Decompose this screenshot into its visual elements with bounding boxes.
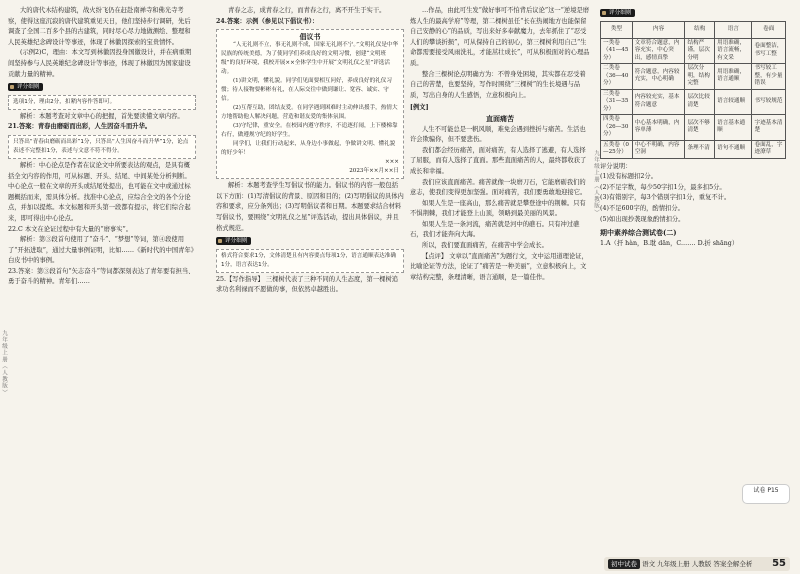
example-tag: [例文] [410, 104, 429, 112]
table-cell-paper: 卷面整洁，书写工整 [752, 38, 786, 64]
proposal-text: 同学们，让我们行动起来，从身边小事做起，争做讲文明、懂礼貌的好少年！ [221, 141, 396, 157]
page-number: 55 [772, 558, 786, 569]
table-cell-level: 一类卷（41—45分） [601, 38, 633, 64]
table-cell-structure: 层次比较清楚 [685, 89, 715, 115]
scoring-note [8, 95, 196, 110]
footer-series: 初中试卷 [608, 559, 640, 569]
scoring-note-text: 选项1分，理由2分，扣紧内容作答即可。 [13, 98, 116, 105]
table-cell-level: 三类卷（31—35分） [601, 89, 633, 115]
proposal-text: (1)讲文明，懂礼貌。同学们见面要相互问好，养成良好的礼仪习惯；待人接物要彬彬有礼，在人际交往中做到谦让、宽容、诚实、守信。 [221, 78, 392, 103]
criteria-item: (3)有错别字，每3个错别字扣1分，重复不计。 [600, 194, 731, 202]
column-4 [600, 6, 790, 546]
criteria-item: (5)如出现抄袭现象酌情扣分。 [600, 215, 685, 223]
analysis: 解析：中心论点是作者在议论文中所要表达的观点，是具有概括全文内容的作用，可从标题、开头、结尾、中间某处分析判断。中心论点一般在文章的开头或结尾处提出，也可能在文中或通过标题概括而来，需具体分析。找准中心论点，应综合全文的各个分论点，并加以提炼。本文标题和开头第一段都有提示，将它们综合起来，即可得出中心论点。 [8, 161, 191, 222]
scoring-rules-tag: 评分细则 [8, 83, 43, 91]
table-cell-language: 语言基本通顺 [715, 115, 752, 141]
proposal-box [216, 29, 404, 179]
essay-paragraph: 如果人生是一条河流，痛苦就是河中的礁石。只有冲过礁石，我们才能奔向大海。 [410, 220, 580, 239]
badge-page: P15 [767, 487, 779, 494]
paragraph: (示例2)C，理由：本文写到林徽因投身国徽设计，并在病重期间坚持参与人民英雄纪念碑设计等事迹，体现了林徽因为国家建设贡献力量的精神。 [8, 49, 192, 78]
table-cell-structure: 层次不够清楚 [685, 115, 715, 141]
scoring-rules-tag: 评分细则 [600, 9, 635, 17]
proposal-text: “人无礼则不立，事无礼则不成，国家无礼则不宁。”文明礼仪是中华民族的传统美德，为了使同学们养成良好的文明习惯，创建“文明班级”的良好环境，我校开展××全体学生中开展“文明礼仪之星”评选活动。 [221, 42, 399, 76]
scoring-note [216, 249, 404, 273]
table-header: 结构 [685, 21, 715, 38]
essay-paragraph: 所以，我们要直面痛苦，在痛苦中学会成长。 [422, 242, 548, 250]
criteria-item: (1)没有标题扣2分。 [600, 173, 658, 181]
footer-answer: 答案全解全析 [713, 560, 753, 568]
table-cell-language: 用语准确，语言通顺 [715, 64, 752, 90]
column-1 [8, 6, 196, 546]
table-cell-paper: 字迹基本清楚 [752, 115, 786, 141]
analysis: 解析：本题考查对文章中心的把握，首先要读懂文章内容。 [20, 112, 184, 120]
table-cell-level: 五类卷（0—25分） [601, 140, 633, 158]
footer-subject: 语文 [642, 560, 656, 568]
paragraph: 整合三棵树论点明确方为：不曾身处困境，其实都在忍受着自己的苦楚，也要坚持，写作时围绕“三棵树”的生长境遇与品质，写出自身的人生感悟，立意积极向上。 [410, 70, 586, 99]
column-2 [216, 6, 404, 546]
criteria-title: 评分说明： [600, 162, 632, 170]
scoring-note [8, 135, 196, 159]
essay-comment: 【点评】 文章以“直面痛苦”为题行文，文中运用道理论证，比喻论证等方法，论证了“痛苦是一种美丽”，立意积极向上，文章结构完整，条理清晰，语言通顺，是一篇佳作。 [410, 252, 588, 281]
table-header-row [601, 21, 786, 38]
question-25: 25.【写作指导】 三棵树代表了三种不同的人生态度，第一棵树追求功名利禄而不愿做的事，但依然卓越胜出。 [216, 275, 399, 294]
page-footer [0, 556, 800, 574]
table-row [601, 115, 786, 141]
table-row [601, 64, 786, 90]
proposal-sign: ××× [384, 159, 399, 166]
table-cell-content: 中心不明确，内容空洞 [632, 140, 685, 158]
table-header: 类型 [601, 21, 633, 38]
badge-label: 试卷 [753, 487, 766, 494]
left-margin-text: 九年级上册（人教版） [1, 330, 7, 396]
column-3 [410, 6, 590, 546]
paragraph: 青春之志，成青春之行，而青春之行，离不开生于实干。 [228, 7, 386, 14]
table-cell-paper: 书写较规范 [752, 89, 786, 115]
question-21: 21.答案：青春由磨砺而出彩，人生因奋斗而升华。 [8, 123, 152, 131]
footer-edition: 人教版 [691, 560, 712, 568]
table-cell-content: 符合题意，内容较充实，中心明确 [632, 64, 685, 90]
essay-paragraph: 人生不可能总是一帆风顺，难免会遇到挫折与痛苦。生活也许会欺骗你，但不要悲伤。 [410, 125, 586, 144]
table-header: 语言 [715, 21, 752, 38]
proposal-title: 倡议书 [299, 32, 321, 42]
scoring-note-text: 格式符合要求1分，文体清楚且有内容要点每项1分，语言通顺表达准确1分，语言表达1分。 [221, 252, 396, 268]
table-cell-language: 语句不通顺 [715, 140, 752, 158]
table-cell-level: 二类卷（36—40分） [601, 64, 633, 90]
analysis: 解析：第③段首句使用了“奋斗”、“梦想”等词，第④段使用了“开拓进取”，通过大量事例证明，比如……《新时代的中国青年》白皮书中的事例。 [8, 236, 194, 265]
essay-paragraph: 我们都会经历痛苦，面对痛苦，有人选择了逃避，有人选择了屈服，而有人选择了直面。那些直面痛苦的人，最终都收获了成长和幸福。 [410, 146, 587, 175]
table-cell-content: 中心基本明确，内容单薄 [632, 115, 685, 141]
table-cell-structure: 结构严谨，层次分明 [685, 38, 715, 64]
table-cell-level: 四类卷（26—30分） [601, 115, 633, 141]
table-cell-language: 语言较通顺 [715, 89, 752, 115]
table-cell-content: 内容较充实，基本符合题意 [632, 89, 685, 115]
footer-grade: 九年级上册 [657, 560, 690, 568]
question-1: 1.A（扞 hàn，B.耽 dān，C.…… D.折 shāng） [600, 239, 739, 247]
paragraph: 大的唐代木结构建筑，战火纷飞仍在赶赴南禅寺和佛光寺考察，使得这座沉寂的唐代建筑重见天日，他们坚持步行调研，先后调查了全国二百多个县的古建筑，同时尽心尽力地做测绘、整理和人民英雄纪念碑设计等事迹，体现了林徽因探索的宝贵情怀。 [8, 7, 191, 46]
page-badge [742, 484, 790, 504]
table-row [601, 140, 786, 158]
question-22: 22.C 本文在论证过程中有大量的“磨事实”。 [8, 225, 133, 233]
question-24: 24.答案：示例（参见以下倡议书）： [216, 17, 319, 25]
table-cell-content: 文章符合题意，内容充实，中心突出，感情真挚 [632, 38, 685, 64]
essay-paragraph: 我们应该直面痛苦。痛苦就像一块磨刀石，它能磨砺我们的意志，使我们变得更加坚强。面对痛苦，我们要勇敢地迎接它。 [410, 178, 587, 197]
table-cell-language: 用语准确，语言流畅，有文采 [715, 38, 752, 64]
table-row [601, 89, 786, 115]
table-cell-structure: 层次分明，结构完整 [685, 64, 715, 90]
proposal-text: (3)守纪律，重安全。在校园内遵守秩序，不追逐打闹，上下楼梯靠右行，做遵规守纪的好学生。 [221, 123, 398, 139]
proposal-text: (2)互帮互助，团结友爱。在同学遇到困难时主动伸出援手，热情大方地帮助他人解决问题，营造和谐友爱的集体氛围。 [221, 105, 398, 121]
question-23: 23.答案：第③段首句“矢志奋斗”等词都深刻表达了青年要有担当、勇于奋斗的精神。青年们…… [8, 267, 195, 286]
table-header: 卷面 [752, 21, 786, 38]
table-cell-paper: 卷面乱，字迹潦草 [752, 140, 786, 158]
table-header: 内容 [632, 21, 685, 38]
table-row [601, 38, 786, 64]
analysis: 解析：本题考查学生写倡议书的能力。倡议书的内容一般包括以下方面：(1)写清倡议的背景、原因和目的；(2)写明倡议的具体内容和要求，应分条列出；(3)写明倡议者和日期。本题要求结合材料写倡议书，要围绕“文明礼仪之星”评选活动，提出具体倡议，并且格式规范。 [216, 182, 404, 232]
scoring-rules-tag: 评分细则 [216, 237, 251, 245]
right-margin-text: 九年级上册（人教版） [593, 150, 599, 216]
paragraph: …作品，由此可生发“做好事可不怕背后议论”这一“逆境是磨炼人生的最高学府”等理，第二棵树虽任“长在热闹地方也能保留自己安静的心”的品质，写出来好多奉献魔力，去年抓住了“忍受人们的攀谈折损”，可从保持自己的初心，第三棵树利用自己“生命都需要接受风雨洗礼，才能茁壮成长”，可从积极面对的心理品质。 [410, 7, 590, 67]
essay-paragraph: 如果人生是一座高山，那么痛苦就是攀登途中的荆棘。只有不惧荆棘，我们才能登上山顶，领略到最美丽的风景。 [410, 199, 586, 218]
footer-bar [604, 557, 790, 571]
essay-title: 直面痛苦 [486, 113, 514, 123]
exam-title: 期中素养综合测试卷(二) [600, 228, 677, 238]
scoring-note-text: 只答出“青春由磨砺而出彩”1分，只答出“人生因奋斗而升华”1分，论点表述不完整扣1分，表述与文意不符不得分。 [13, 138, 189, 154]
proposal-date: 2023年××月××日 [349, 168, 399, 175]
table-cell-paper: 书写较工整，有少量错误 [752, 64, 786, 90]
criteria-item: (2)不足字数，每少50字扣1分，最多扣5分。 [600, 183, 726, 191]
table-cell-structure: 条理不清 [685, 140, 715, 158]
scoring-table [600, 21, 786, 159]
criteria-item: (4)不足600字的，酌情扣分。 [600, 204, 684, 212]
